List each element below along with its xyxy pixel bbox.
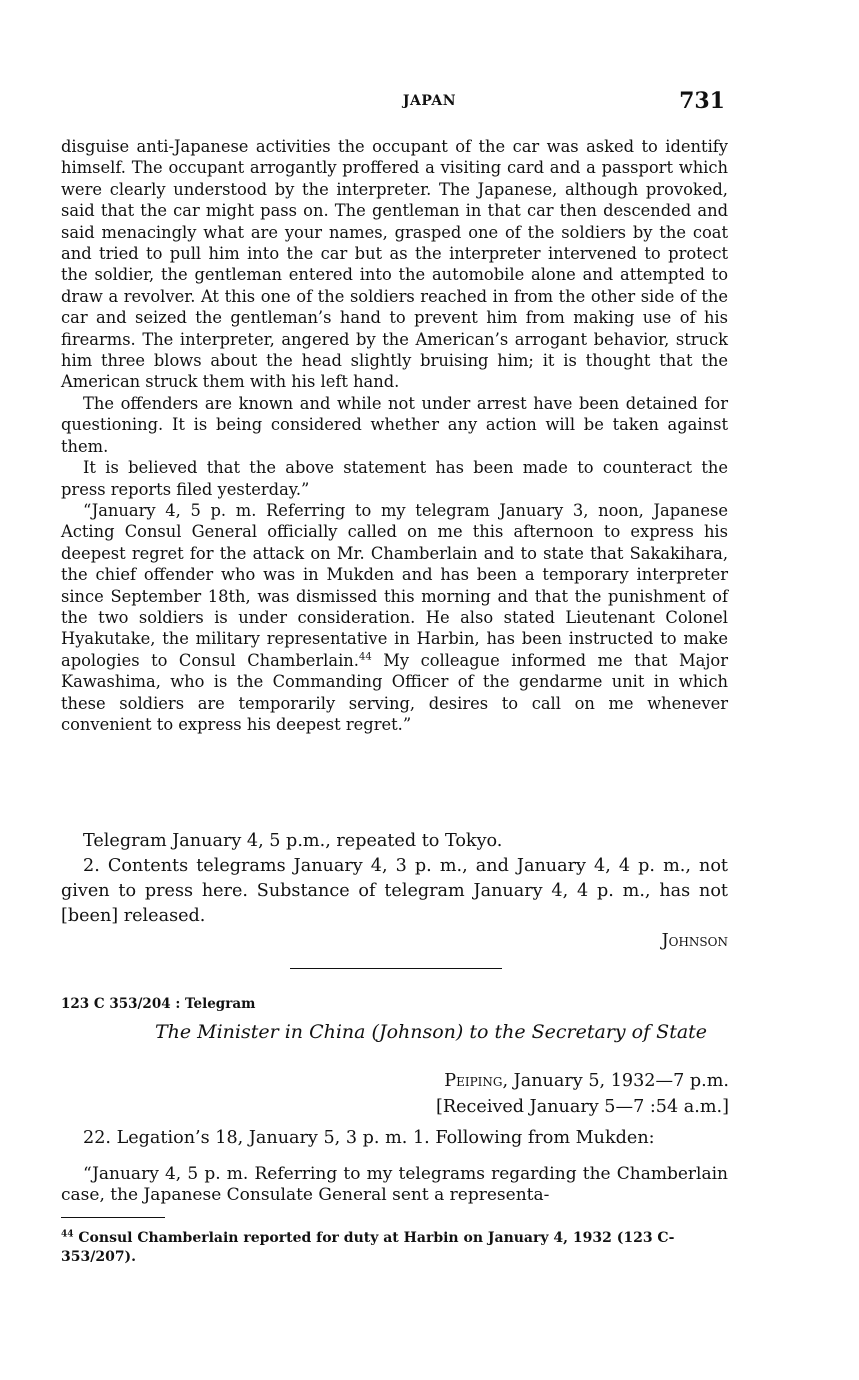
footnote-reference: 44 [358, 651, 372, 663]
telegram-body [61, 1126, 728, 1151]
jan4-paragraph [61, 500, 728, 735]
section-divider [290, 968, 502, 969]
dateline-place: Peiping [444, 1071, 503, 1091]
telegram-first-line: 22. Legation’s 18, January 5, 3 p. m. 1. Following from Mukden: [83, 1128, 655, 1148]
dateline-date: , January 5, 1932—7 p.m. [502, 1071, 729, 1091]
telegram-quote [61, 1164, 728, 1207]
offenders-paragraph: The offenders are known and while not under arrest have been detained for questioning. It is being considered whether any action will be taken against them. [61, 393, 728, 456]
signature: Johnson [661, 931, 728, 951]
dense-text-block [61, 136, 728, 735]
page-number: 731 [679, 88, 725, 114]
running-title: JAPAN [402, 93, 457, 109]
repeated-line: Telegram January 4, 5 p.m., repeated to Tokyo. [83, 831, 503, 851]
footnote-mark: 44 [61, 1229, 74, 1240]
jan4-text: “January 4, 5 p. m. Referring to my telegram January 3, noon, Japanese Acting Consul General officially called on me this afternoon to express his deepest regret for the attack on Mr. Chamberlain and to state that Sakakihara, the chief offender who was in Mukden and has been a temporary interpreter since September 18th, was dismissed this morning and that the punishment of the two soldiers is under consideration. He also stated Lieutenant Colonel Hyakutake, the military representative in Harbin, has been instructed to make apologies to Consul Chamberlain. [61, 500, 728, 670]
footnote-divider [61, 1217, 165, 1218]
file-reference: 123 C 353/204 : Telegram [61, 996, 256, 1012]
continued-paragraph: disguise anti-Japanese activities the occupant of the car was asked to identify himself. The occupant arrogantly proffered a visiting card and a passport which were clearly understood by the interpreter. The Japanese, although provoked, said that the car might pass on. The gentleman in that car then descended and said menacingly what are your names, grasped one of the soldiers by the coat and tried to pull him into the car but as the interpreter intervened to protect the soldier, the gentleman entered into the automobile alone and attempted to draw a revolver. At this one of the soldiers reached in from the other side of the car and seized the gentleman’s hand to prevent him from making use of his firearms. The interpreter, angered by the American’s arrogant behavior, struck him three blows about the head slightly bruising him; it is thought that the American struck them with his left hand. [61, 137, 728, 392]
footnote [61, 1229, 728, 1267]
jan4-text-continued: My colleague informed me that Major Kawashima, who is the Commanding Officer of the gendarme unit in which these soldiers are temporarily serving, desires to call on me whenever convenient to express his deepest regret.” [61, 650, 729, 734]
believed-paragraph: It is believed that the above statement has been made to counteract the press reports filed yesterday.” [61, 458, 728, 499]
dateline [444, 1069, 729, 1094]
running-head [0, 88, 859, 114]
open-text-block [61, 829, 728, 954]
received-line: [Received January 5—7 :54 a.m.] [436, 1097, 729, 1117]
contents-paragraph: 2. Contents telegrams January 4, 3 p. m., and January 4, 4 p. m., not given to press here. Substance of telegram January 4, 4 p. m., has not [been] released. [61, 856, 728, 926]
footnote-text: Consul Chamberlain reported for duty at Harbin on January 4, 1932 (123 C-353/207). [61, 1230, 675, 1265]
telegram-quote-paragraph: “January 4, 5 p. m. Referring to my telegrams regarding the Chamberlain case, the Japanese Consulate General sent a representa- [61, 1164, 728, 1206]
document-heading: The Minister in China (Johnson) to the Secretary of State [154, 1021, 708, 1043]
